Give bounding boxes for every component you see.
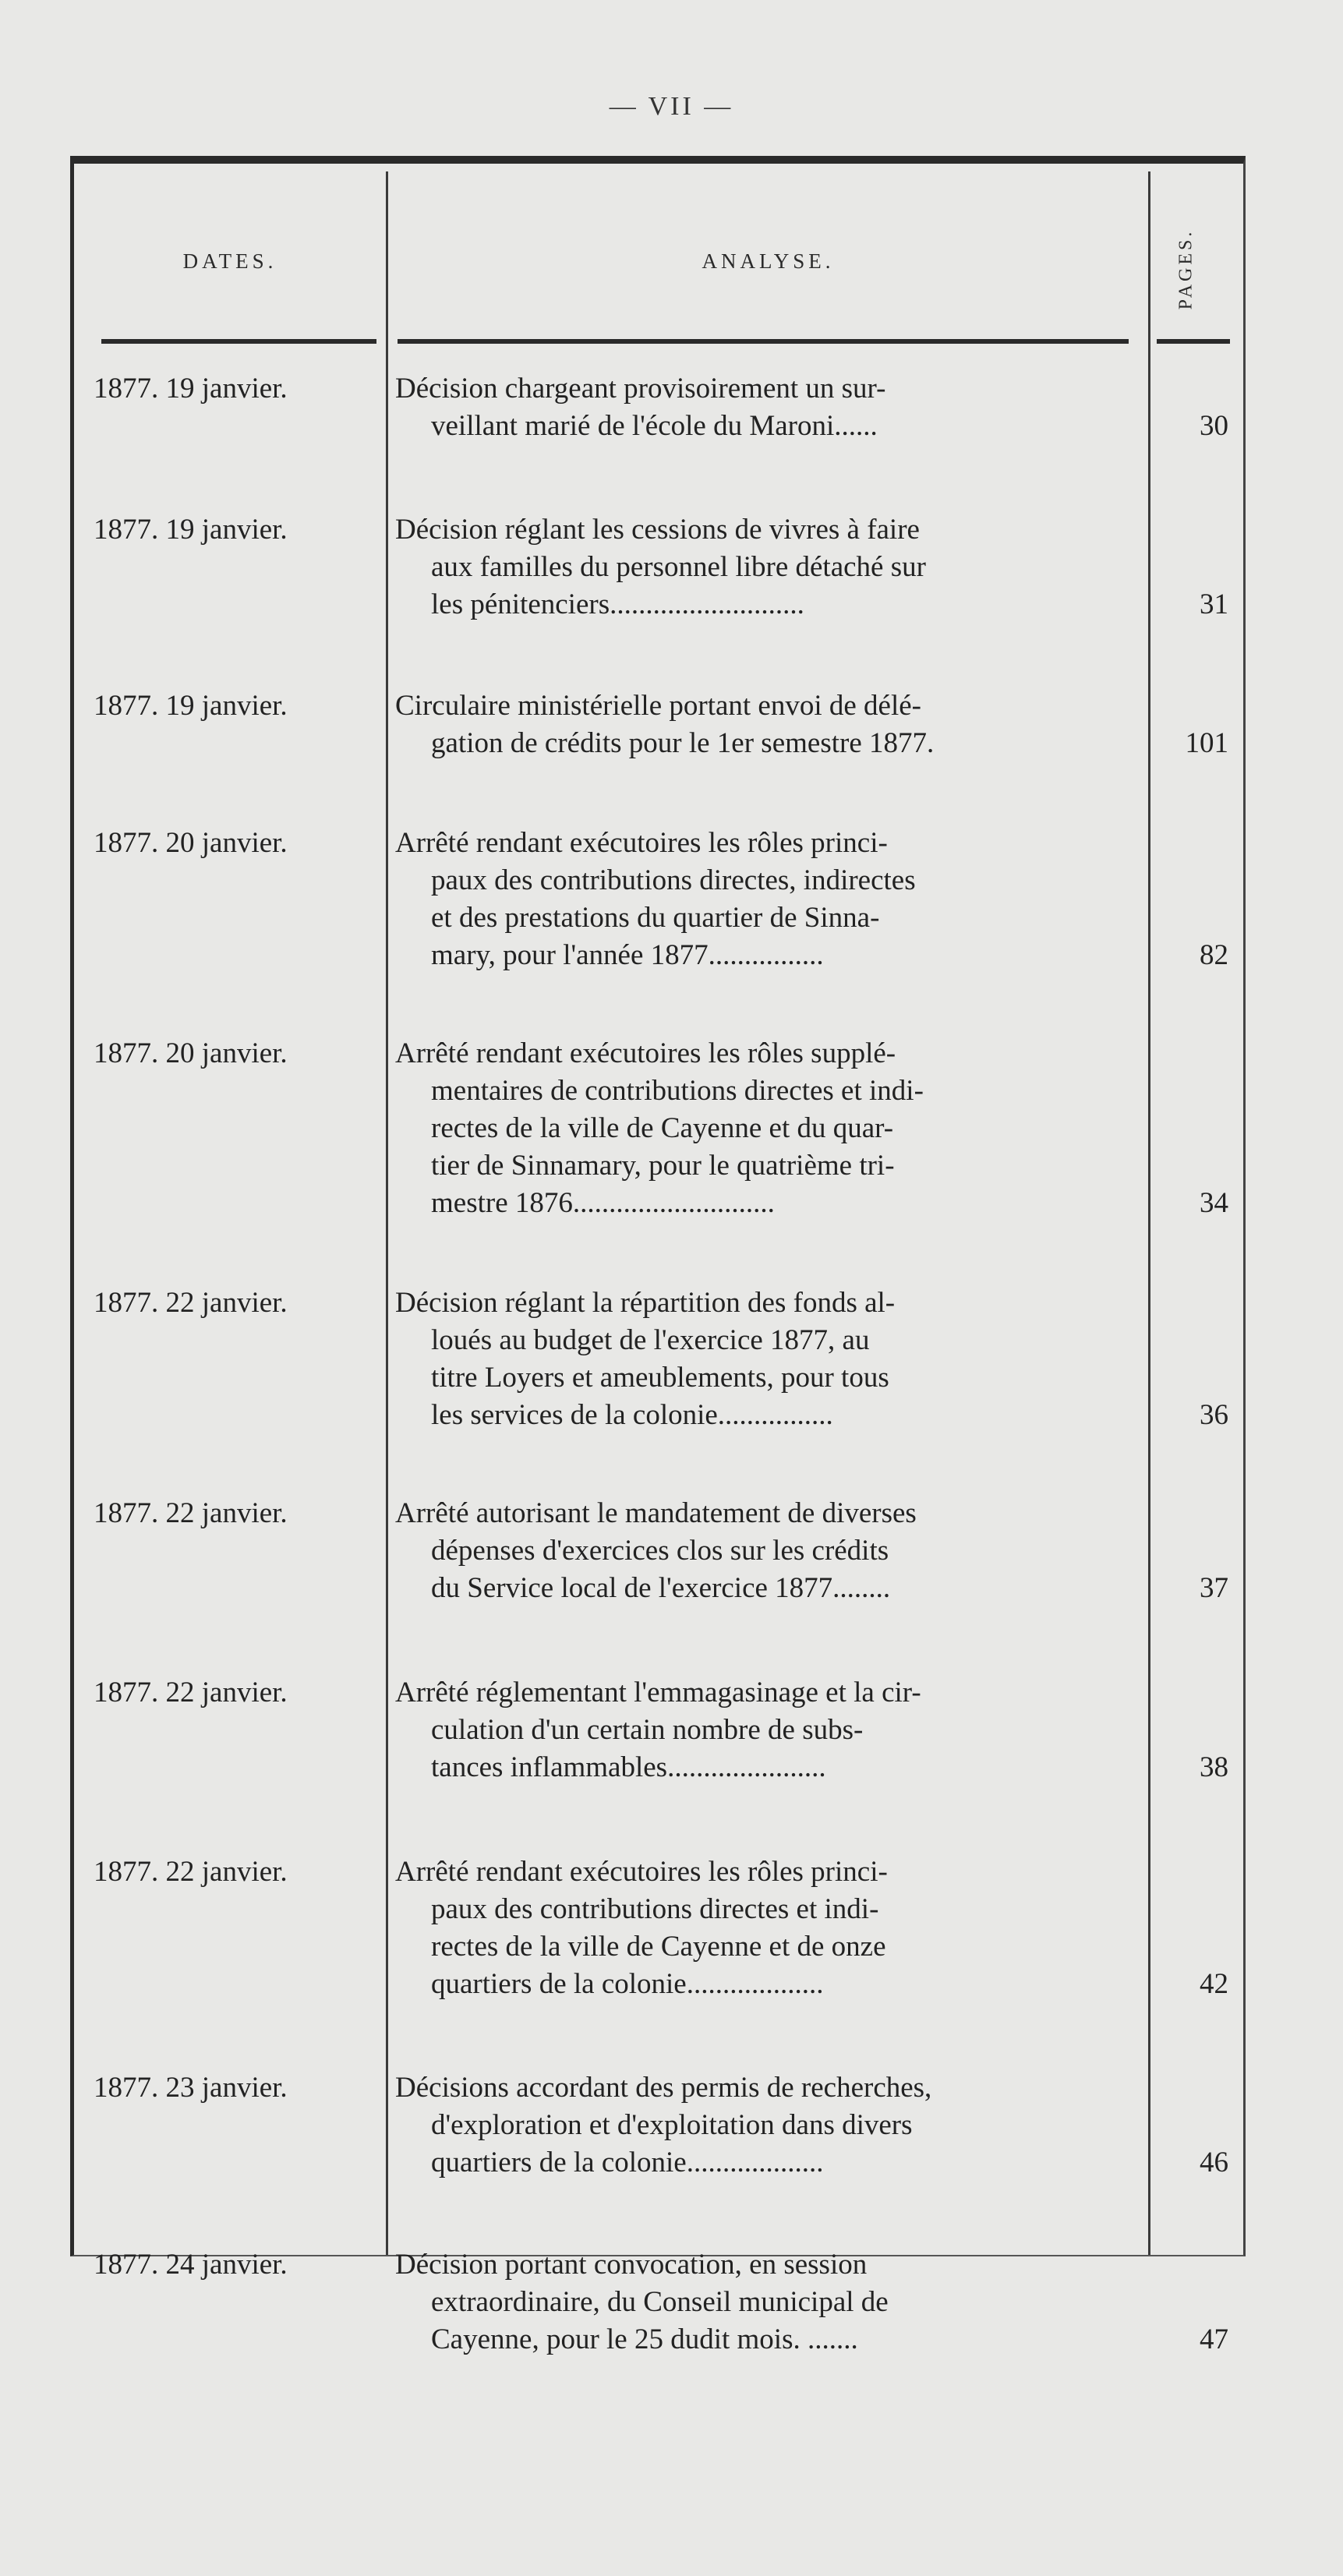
entry-analysis (395, 370, 1140, 445)
page-number: — VII — (609, 92, 734, 121)
dates-header-label: DATES. (182, 249, 277, 273)
entry-analysis-line: et des prestations du quartier de Sinna- (431, 902, 880, 934)
index-entry (74, 2069, 1243, 2182)
entry-page-number: 34 (1200, 1187, 1228, 1219)
entry-analysis-line: paux des contributions directes et indi- (431, 1893, 879, 1925)
entry-date: 1877. 23 janvier. (94, 2072, 288, 2104)
pages-header-label-wrap (1155, 203, 1218, 335)
entry-analysis-line: rectes de la ville de Cayenne et de onze (431, 1931, 886, 1963)
entry-analysis-line: mary, pour l'année 1877................ (431, 939, 824, 971)
index-entry (74, 1035, 1243, 1222)
analysis-header-label: ANALYSE. (702, 249, 835, 273)
entry-analysis-line: rectes de la ville de Cayenne et du quar- (431, 1112, 894, 1144)
entry-analysis-line: dépenses d'exercices clos sur les crédits (431, 1535, 889, 1567)
entry-analysis-line: extraordinaire, du Conseil municipal de (431, 2286, 889, 2318)
entry-page-number: 42 (1200, 1968, 1228, 2000)
pages-column-header (1150, 164, 1247, 351)
analysis-header-rule (398, 339, 1129, 344)
entry-analysis-line: du Service local de l'exercice 1877........ (431, 1572, 891, 1604)
entry-analysis-line: quartiers de la colonie................... (431, 2147, 824, 2178)
entry-analysis-line: Cayenne, pour le 25 dudit mois. ....... (431, 2323, 858, 2355)
entry-analysis-line: aux familles du personnel libre détaché sur (431, 551, 926, 583)
entry-page-number: 46 (1200, 2147, 1228, 2178)
entry-analysis-line: tier de Sinnamary, pour le quatrième tri- (431, 1150, 895, 1182)
entry-analysis-line: Arrêté réglementant l'emmagasinage et la cir- (395, 1677, 921, 1708)
entry-analysis-line: Arrêté rendant exécutoires les rôles princi- (395, 1856, 888, 1888)
entry-date: 1877. 22 janvier. (94, 1677, 288, 1708)
entry-page-number: 37 (1200, 1572, 1228, 1604)
entry-date: 1877. 19 janvier. (94, 373, 288, 405)
entry-analysis (395, 1284, 1140, 1434)
index-entry (74, 1495, 1243, 1607)
entry-analysis-line: titre Loyers et ameublements, pour tous (431, 1362, 889, 1394)
entry-page-number: 36 (1200, 1399, 1228, 1431)
entry-analysis (395, 1674, 1140, 1786)
entry-date: 1877. 20 janvier. (94, 827, 288, 859)
entry-analysis (395, 1035, 1140, 1222)
entry-date: 1877. 22 janvier. (94, 1287, 288, 1319)
entry-analysis-line: Décision portant convocation, en session (395, 2249, 868, 2281)
entry-page-number: 82 (1200, 939, 1228, 971)
entry-analysis-line: les services de la colonie................ (431, 1399, 833, 1431)
dates-header-rule (101, 339, 376, 344)
index-entry (74, 1284, 1243, 1434)
entry-analysis-line: gation de crédits pour le 1er semestre 1877. (431, 727, 935, 759)
entry-date: 1877. 19 janvier. (94, 690, 288, 722)
index-table (70, 156, 1246, 2355)
entry-date: 1877. 22 janvier. (94, 1856, 288, 1888)
entry-analysis-line: paux des contributions directes, indirectes (431, 864, 916, 896)
pages-header-rule (1157, 339, 1230, 344)
entry-analysis (395, 511, 1140, 624)
entry-analysis (395, 825, 1140, 974)
entry-date: 1877. 24 janvier. (94, 2249, 288, 2281)
entry-date: 1877. 19 janvier. (94, 514, 288, 546)
entry-analysis-line: mestre 1876............................ (431, 1187, 775, 1219)
entry-analysis-line: Décision chargeant provisoirement un sur- (395, 373, 886, 405)
entry-page-number: 47 (1200, 2323, 1228, 2355)
entry-analysis-line: culation d'un certain nombre de subs- (431, 1714, 864, 1746)
entry-analysis-line: mentaires de contributions directes et indi- (431, 1075, 924, 1107)
index-entry (74, 1674, 1243, 1786)
index-entry (74, 2246, 1243, 2359)
entry-page-number: 38 (1200, 1751, 1228, 1783)
entry-page-number: 101 (1185, 727, 1228, 759)
index-entry (74, 687, 1243, 762)
entry-analysis-line: Arrêté rendant exécutoires les rôles supplé- (395, 1037, 896, 1069)
entry-analysis-line: quartiers de la colonie................... (431, 1968, 824, 2000)
entry-date: 1877. 20 janvier. (94, 1037, 288, 1069)
entry-analysis-line: Décision réglant les cessions de vivres à faire (395, 514, 920, 546)
entry-analysis-line: tances inflammables...................... (431, 1751, 826, 1783)
analysis-column-header (388, 164, 1148, 351)
entry-analysis-line: Circulaire ministérielle portant envoi de délé- (395, 690, 921, 722)
index-entry (74, 370, 1243, 445)
entry-analysis-line: loués au budget de l'exercice 1877, au (431, 1324, 870, 1356)
entry-analysis (395, 1495, 1140, 1607)
entry-analysis-line: Décisions accordant des permis de recherches, (395, 2072, 932, 2104)
entry-analysis-line: d'exploration et d'exploitation dans divers (431, 2109, 913, 2141)
index-entry (74, 825, 1243, 974)
pages-header-label: PAGES. (1175, 228, 1196, 309)
entry-analysis (395, 2069, 1140, 2182)
entry-analysis (395, 2246, 1140, 2359)
entry-analysis-line: Arrêté autorisant le mandatement de diverses (395, 1497, 917, 1529)
entry-analysis-line: Décision réglant la répartition des fonds al- (395, 1287, 896, 1319)
entry-analysis (395, 687, 1140, 762)
index-entry (74, 1853, 1243, 2003)
entry-analysis-line: les pénitenciers........................... (431, 588, 804, 620)
entry-analysis-line: Arrêté rendant exécutoires les rôles princi- (395, 827, 888, 859)
entry-page-number: 31 (1200, 588, 1228, 620)
entry-page-number: 30 (1200, 410, 1228, 442)
entry-analysis-line: veillant marié de l'école du Maroni...... (431, 410, 878, 442)
index-entry (74, 511, 1243, 624)
entry-date: 1877. 22 janvier. (94, 1497, 288, 1529)
entry-analysis (395, 1853, 1140, 2003)
dates-column-header (74, 164, 386, 351)
